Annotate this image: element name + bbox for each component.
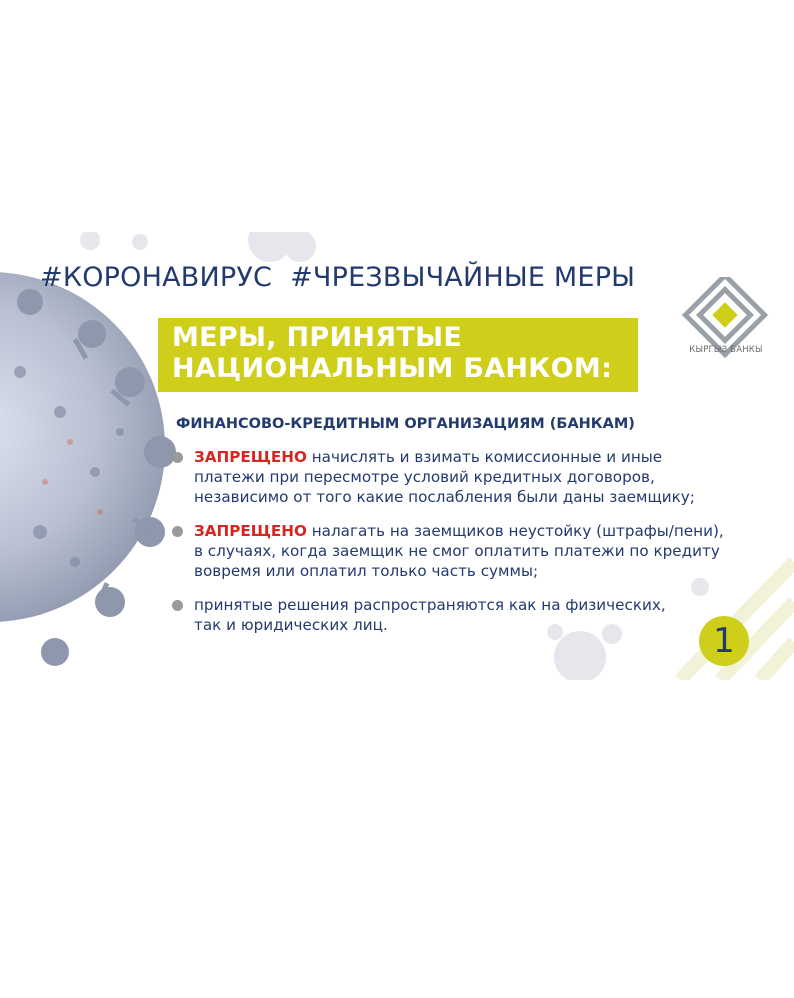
- list-item-text: [194, 595, 742, 635]
- bullet-line: вовремя или оплатил только часть суммы;: [194, 562, 539, 580]
- bullet-line: принятые решения распространяются как на физических,: [194, 596, 666, 614]
- bullet-line: в случаях, когда заемщик не смог оплатить платежи по кредиту: [194, 542, 720, 560]
- bullet-line: налагать на заемщиков неустойку (штрафы/пени),: [306, 522, 724, 540]
- headline-line-2: НАЦИОНАЛЬНЫМ БАНКОМ:: [172, 353, 613, 384]
- bullet-line: независимо от того какие послабления были даны заемщику;: [194, 488, 695, 506]
- bullet-dot-icon: [172, 526, 183, 537]
- measures-list: [172, 447, 742, 649]
- headline-line-1: МЕРЫ, ПРИНЯТЫЕ: [172, 322, 463, 353]
- list-item: [172, 447, 742, 507]
- hashtag-coronavirus: #КОРОНАВИРУС: [40, 262, 273, 293]
- hashtag-emergency-measures: #ЧРЕЗВЫЧАЙНЫЕ МЕРЫ: [290, 262, 636, 293]
- subtitle: ФИНАНСОВО-КРЕДИТНЫМ ОРГАНИЗАЦИЯМ (БАНКАМ): [176, 416, 635, 432]
- list-item: [172, 595, 742, 635]
- bullet-dot-icon: [172, 452, 183, 463]
- hashtags-heading: [40, 262, 653, 293]
- logo-name: КЫРГЫЗ БАНКЫ: [689, 345, 763, 355]
- bullet-dot-icon: [172, 600, 183, 611]
- announcement-banner: [0, 232, 794, 680]
- list-item-text: [194, 521, 742, 581]
- page-number-badge: 1: [699, 616, 749, 666]
- prohibited-label: ЗАПРЕЩЕНО: [194, 448, 307, 466]
- bullet-line: так и юридических лиц.: [194, 616, 388, 634]
- bullet-line: платежи при пересмотре условий кредитных договоров,: [194, 468, 655, 486]
- list-item: [172, 521, 742, 581]
- headline: [172, 322, 612, 384]
- bullet-line: начислять и взимать комиссионные и иные: [306, 448, 663, 466]
- list-item-text: [194, 447, 742, 507]
- prohibited-label: ЗАПРЕЩЕНО: [194, 522, 307, 540]
